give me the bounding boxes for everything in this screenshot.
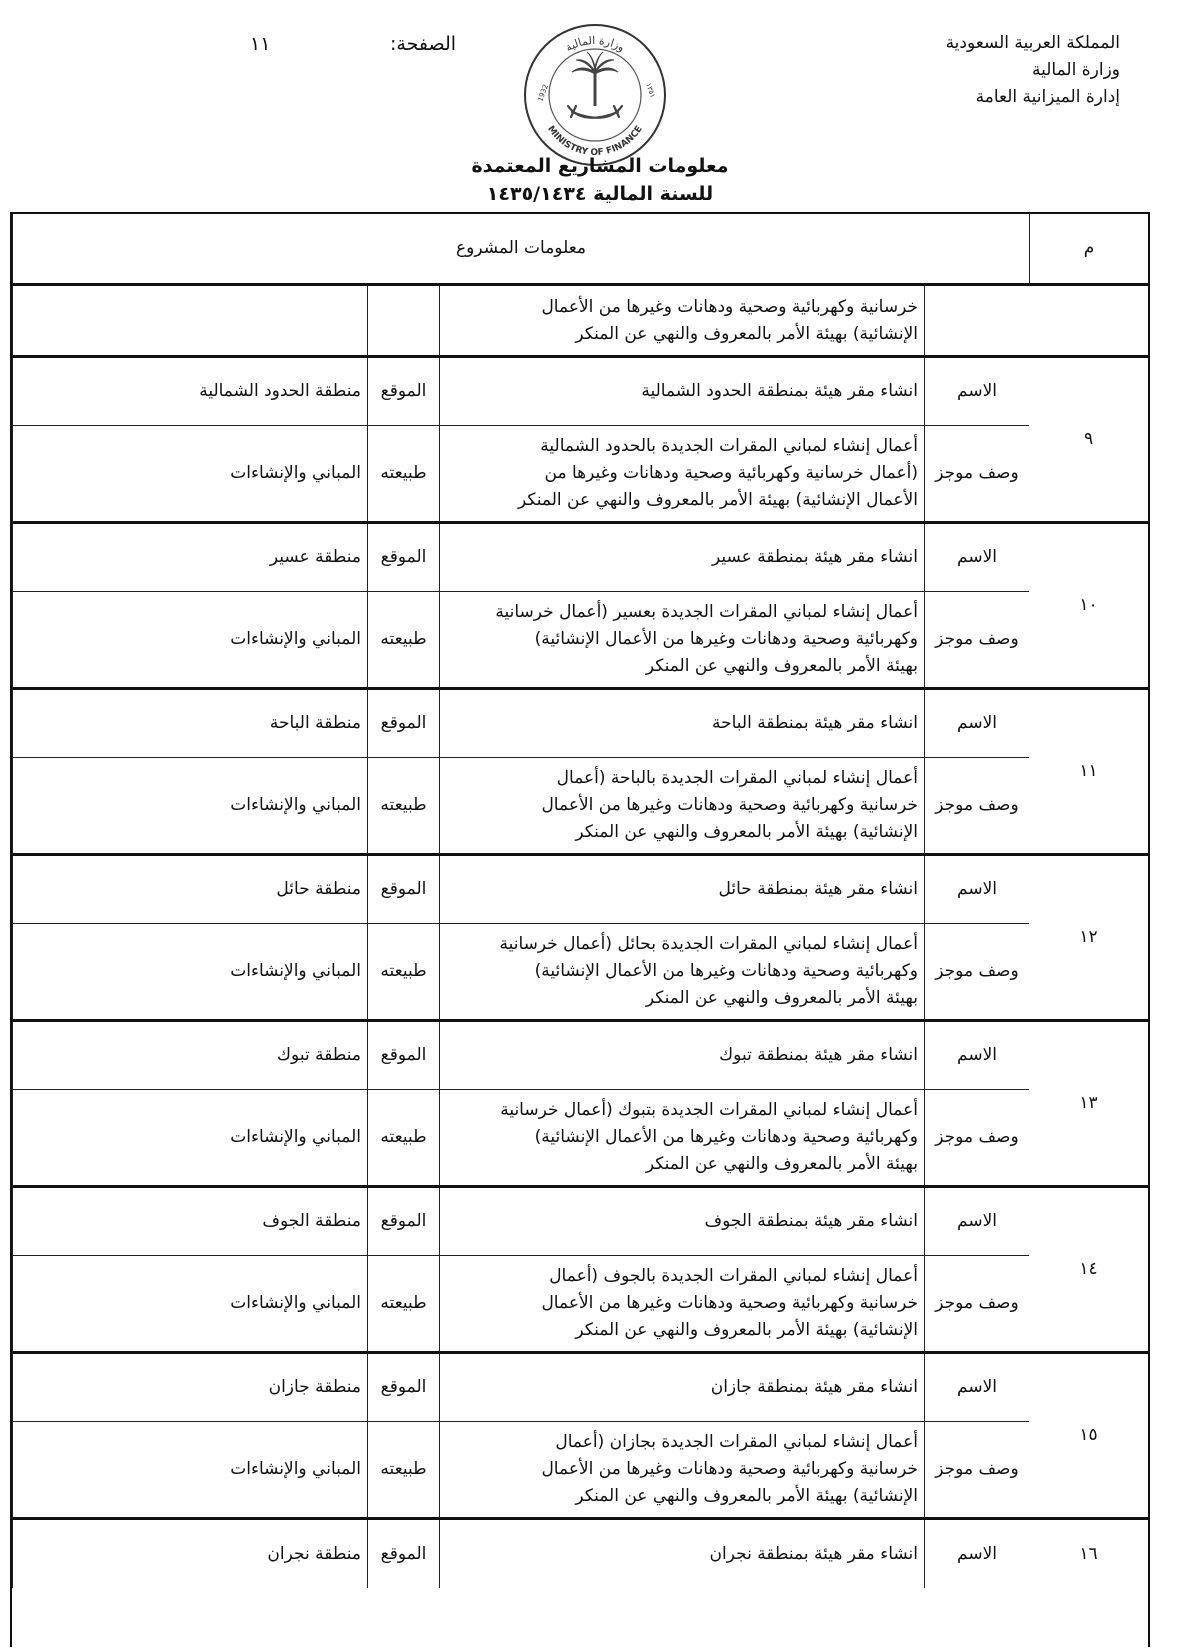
name-label: الاسم — [924, 1354, 1029, 1422]
location-value: منطقة تبوك — [12, 1022, 367, 1090]
project-name: انشاء مقر هيئة بمنطقة تبوك — [439, 1022, 924, 1090]
cont-empty-a — [12, 286, 367, 358]
project-number: ١٠ — [1029, 524, 1148, 690]
project-description — [439, 1090, 924, 1188]
project-description — [439, 758, 924, 856]
text-line: أعمال إنشاء لمباني المقرات الجديدة بجازان (أعمال — [555, 1432, 918, 1452]
name-label: الاسم — [924, 1022, 1029, 1090]
project-number: ١٤ — [1029, 1188, 1148, 1354]
nature-label: طبيعته — [367, 592, 439, 690]
continuation-text — [439, 286, 924, 358]
text-line: خرسانية وكهربائية وصحية ودهانات وغيرها من الأعمال — [541, 1459, 918, 1479]
doc-title: معلومات المشاريع المعتمدة — [471, 155, 729, 177]
project-number: ١٢ — [1029, 856, 1148, 1022]
location-value: منطقة حائل — [12, 856, 367, 924]
project-description — [439, 1422, 924, 1520]
text-line: خرسانية وكهربائية وصحية ودهانات وغيرها من الأعمال — [541, 795, 918, 815]
text-line: (أعمال خرسانية وكهربائية وصحية ودهانات وغيرها من — [544, 463, 918, 483]
seal-arabic-text: وزارة المالية — [563, 33, 627, 55]
cont-empty-c — [924, 286, 1029, 358]
nature-label: طبيعته — [367, 1090, 439, 1188]
text-line: أعمال إنشاء لمباني المقرات الجديدة بعسير (أعمال خرسانية — [495, 602, 918, 622]
project-number: ١٣ — [1029, 1022, 1148, 1188]
doc-subtitle: للسنة المالية ١٤٣٥/١٤٣٤ — [486, 183, 714, 205]
cont-empty-num — [1029, 286, 1148, 358]
project-number: ١٦ — [1079, 1543, 1098, 1564]
location-label: الموقع — [367, 1354, 439, 1422]
text-line: بهيئة الأمر بالمعروف والنهي عن المنكر — [645, 1154, 918, 1174]
crossed-swords-icon — [568, 106, 622, 118]
description-label: وصف موجز — [924, 1422, 1029, 1520]
text-line: وكهربائية وصحية ودهانات وغيرها من الأعمال الإنشائية) — [534, 629, 918, 649]
palm-tree-icon — [572, 52, 618, 106]
description-label: وصف موجز — [924, 1256, 1029, 1354]
name-label: الاسم — [924, 1188, 1029, 1256]
seal-english-text: MINISTRY OF FINANCE — [545, 124, 645, 159]
seal-year-left: 1932 — [536, 83, 550, 103]
project-number: ١١ — [1029, 690, 1148, 856]
text-line: خرسانية وكهربائية وصحية ودهانات وغيرها من الأعمال — [541, 296, 918, 317]
project-name: انشاء مقر هيئة بمنطقة الباحة — [439, 690, 924, 758]
ministry-seal-logo — [520, 20, 670, 170]
text-line: الإنشائية) بهيئة الأمر بالمعروف والنهي عن المنكر — [575, 323, 918, 344]
org-header — [860, 30, 1120, 111]
location-label: الموقع — [367, 1188, 439, 1256]
text-line: أعمال إنشاء لمباني المقرات الجديدة بالباحة (أعمال — [556, 768, 918, 788]
text-line: أعمال إنشاء لمباني المقرات الجديدة بتبوك (أعمال خرسانية — [500, 1100, 918, 1120]
location-value: منطقة الجوف — [12, 1188, 367, 1256]
location-value: منطقة نجران — [12, 1520, 367, 1588]
paragraph — [446, 1429, 918, 1510]
nature-value: المباني والإنشاءات — [12, 758, 367, 856]
project-number: ١٥ — [1029, 1354, 1148, 1520]
table-header-info: معلومات المشروع — [12, 214, 1029, 286]
name-label: الاسم — [924, 524, 1029, 592]
nature-value: المباني والإنشاءات — [12, 1422, 367, 1520]
org-line-department: إدارة الميزانية العامة — [975, 87, 1120, 107]
project-description — [439, 1256, 924, 1354]
nature-label: طبيعته — [367, 1256, 439, 1354]
text-line: وكهربائية وصحية ودهانات وغيرها من الأعمال الإنشائية) — [534, 1127, 918, 1147]
nature-value: المباني والإنشاءات — [12, 426, 367, 524]
location-label: الموقع — [367, 1520, 439, 1588]
location-value: منطقة الحدود الشمالية — [12, 358, 367, 426]
location-value: منطقة الباحة — [12, 690, 367, 758]
text-line: خرسانية وكهربائية وصحية ودهانات وغيرها من الأعمال — [541, 1293, 918, 1313]
project-number: ٩ — [1029, 358, 1148, 524]
table-header-num: م — [1029, 214, 1148, 286]
nature-label: طبيعته — [367, 758, 439, 856]
svg-text:وزارة المالية — [563, 34, 627, 54]
page-label: الصفحة: — [390, 33, 457, 55]
text-line: الإنشائية) بهيئة الأمر بالمعروف والنهي عن المنكر — [575, 822, 918, 842]
nature-value: المباني والإنشاءات — [12, 924, 367, 1022]
paragraph — [446, 1097, 918, 1178]
project-name: انشاء مقر هيئة بمنطقة عسير — [439, 524, 924, 592]
project-description — [439, 924, 924, 1022]
nature-value: المباني والإنشاءات — [12, 1090, 367, 1188]
paragraph — [446, 599, 918, 680]
project-description — [439, 592, 924, 690]
nature-value: المباني والإنشاءات — [12, 1256, 367, 1354]
project-name: انشاء مقر هيئة بمنطقة جازان — [439, 1354, 924, 1422]
text-line: أعمال إنشاء لمباني المقرات الجديدة بالجوف (أعمال — [549, 1266, 918, 1286]
location-label: الموقع — [367, 856, 439, 924]
page-number: ١١ — [250, 33, 271, 55]
location-label: الموقع — [367, 358, 439, 426]
location-value: منطقة جازان — [12, 1354, 367, 1422]
project-name: انشاء مقر هيئة بمنطقة نجران — [439, 1520, 924, 1588]
name-label: الاسم — [924, 1520, 1029, 1588]
location-label: الموقع — [367, 1022, 439, 1090]
nature-value: المباني والإنشاءات — [12, 592, 367, 690]
paragraph — [446, 433, 918, 514]
description-label: وصف موجز — [924, 758, 1029, 856]
description-label: وصف موجز — [924, 924, 1029, 1022]
project-description — [439, 426, 924, 524]
project-name: انشاء مقر هيئة بمنطقة الحدود الشمالية — [439, 358, 924, 426]
name-label: الاسم — [924, 358, 1029, 426]
location-value: منطقة عسير — [12, 524, 367, 592]
text-line: وكهربائية وصحية ودهانات وغيرها من الأعمال الإنشائية) — [534, 961, 918, 981]
paragraph — [446, 765, 918, 846]
text-line: الإنشائية) بهيئة الأمر بالمعروف والنهي عن المنكر — [575, 1320, 918, 1340]
description-label: وصف موجز — [924, 1090, 1029, 1188]
text-line: بهيئة الأمر بالمعروف والنهي عن المنكر — [645, 656, 918, 676]
name-label: الاسم — [924, 856, 1029, 924]
text-line: أعمال إنشاء لمباني المقرات الجديدة بحائل (أعمال خرسانية — [499, 934, 918, 954]
nature-label: طبيعته — [367, 1422, 439, 1520]
seal-year-right: ١٣٥١ — [644, 81, 657, 99]
paragraph — [446, 931, 918, 1012]
nature-label: طبيعته — [367, 426, 439, 524]
org-line-country: المملكة العربية السعودية — [945, 33, 1120, 53]
name-label: الاسم — [924, 690, 1029, 758]
description-label: وصف موجز — [924, 426, 1029, 524]
text-line: الأعمال الإنشائية) بهيئة الأمر بالمعروف والنهي عن المنكر — [518, 490, 918, 510]
text-line: الإنشائية) بهيئة الأمر بالمعروف والنهي عن المنكر — [575, 1486, 918, 1506]
location-label: الموقع — [367, 524, 439, 592]
cont-empty-b — [367, 286, 439, 358]
nature-label: طبيعته — [367, 924, 439, 1022]
project-name: انشاء مقر هيئة بمنطقة حائل — [439, 856, 924, 924]
paragraph — [446, 294, 918, 348]
text-line: بهيئة الأمر بالمعروف والنهي عن المنكر — [645, 988, 918, 1008]
paragraph — [446, 1263, 918, 1344]
location-label: الموقع — [367, 690, 439, 758]
description-label: وصف موجز — [924, 592, 1029, 690]
org-line-ministry: وزارة المالية — [1032, 60, 1120, 80]
project-name: انشاء مقر هيئة بمنطقة الجوف — [439, 1188, 924, 1256]
projects-table — [10, 212, 1150, 1647]
text-line: أعمال إنشاء لمباني المقرات الجديدة بالحدود الشمالية — [540, 436, 918, 456]
